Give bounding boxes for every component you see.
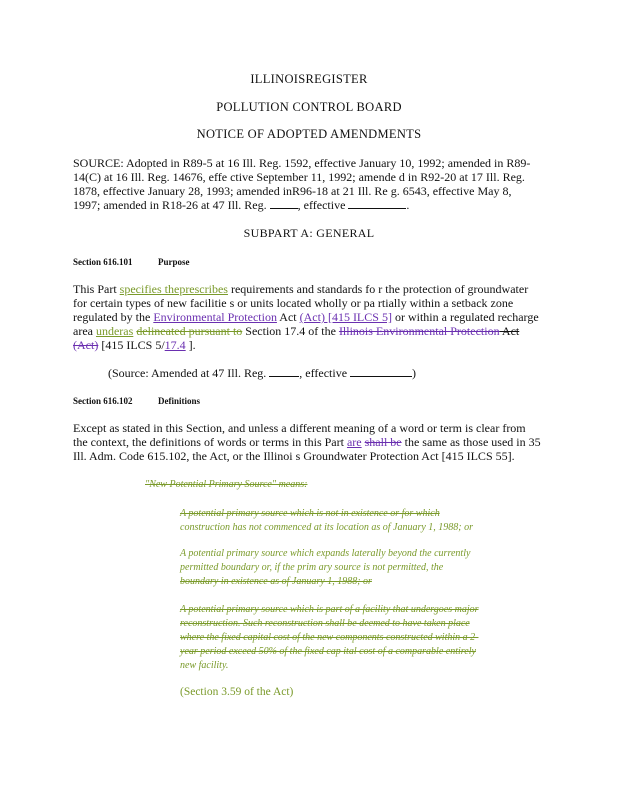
- inserted-citation: 17.4: [164, 338, 186, 352]
- purpose-text: [415 ILCS 5/: [98, 338, 165, 352]
- purpose-text: Section 17.4 of the: [242, 324, 336, 338]
- deleted-act-abbr: (Act): [73, 338, 99, 352]
- section-616-102-title: Definitions: [158, 396, 201, 406]
- purpose-text: or within a regulated recharge: [391, 310, 539, 324]
- source-line-2: 14(C) at 16 Ill. Reg. 14676, effe ctive September 11, 1992; amende d in R92-20 at 17 Ill. Reg.: [73, 170, 525, 184]
- source-line-1: SOURCE: Adopted in R89-5 at 16 Ill. Reg. 1592, effective January 10, 1992; amended in R89-: [73, 156, 531, 170]
- inserted-act-name: Environmental Protection: [153, 310, 277, 324]
- npps-c-line-3: [180, 632, 478, 643]
- source-effective-label: , effective: [297, 198, 346, 212]
- purpose-text: regulated by the: [73, 310, 151, 324]
- register-title: ILLINOISREGISTER: [250, 72, 368, 86]
- npps-heading: "New Potential Primary Source" means:: [145, 479, 308, 490]
- deleted-text: Act: [499, 324, 520, 338]
- purpose-line-1: [73, 282, 528, 296]
- inserted-text: specifies theprescribes: [119, 282, 228, 296]
- source-period: .: [406, 198, 410, 212]
- purpose-line-3: [73, 310, 539, 324]
- purpose-text: This Part: [73, 282, 117, 296]
- purpose-line-2: for certain types of new facilitie s or units located wholly or pa rtially within a setback zone: [73, 296, 514, 310]
- inserted-text: are: [346, 435, 362, 449]
- definitions-line-1: Except as stated in this Section, and unless a different meaning of a word or term is clear from: [73, 421, 526, 435]
- deleted-text: shall be: [364, 435, 402, 449]
- deleted-text: delineated pursuant to: [136, 324, 243, 338]
- npps-c-line-1: [180, 604, 479, 615]
- board-title: POLLUTION CONTROL BOARD: [216, 100, 402, 114]
- npps-b-line-3: [180, 576, 372, 587]
- definitions-line-3: Ill. Adm. Code 615.102, the Act, or the Illinoi s Groundwater Protection Act [415 ILCS 55].: [73, 449, 515, 463]
- definitions-text: the context, the definitions of words or terms in this Part: [73, 435, 344, 449]
- subpart-heading: SUBPART A: GENERAL: [243, 226, 375, 240]
- purpose-text: ].: [185, 338, 196, 352]
- npps-b-line-2: permitted boundary or, if the prim ary source is not permitted, the: [180, 562, 444, 573]
- npps-a-line-1: [180, 508, 440, 519]
- deleted-definition-text: year period exceed 50% of the fixed cap ital cost of a comparable entirely: [180, 646, 476, 657]
- effective-date-blank: [348, 198, 406, 209]
- effective-date-blank: [350, 366, 412, 377]
- npps-c-line-2: [180, 618, 470, 629]
- deleted-act-name: Illinois Environmental Protection: [338, 324, 500, 338]
- register-page-blank: [269, 366, 299, 377]
- purpose-text: Act: [276, 310, 297, 324]
- npps-a-line-2: construction has not commenced at its location as of January 1, 1988; or: [180, 522, 474, 533]
- source-note-text: (Source: Amended at 47 Ill. Reg.: [108, 366, 267, 380]
- deleted-definition-text: A potential primary source which is not in existence or for which: [180, 508, 440, 519]
- source-line-3: 1878, effective January 28, 1993; amended inR96-18 at 21 Ill. Re g. 6543, effective May 8,: [73, 184, 512, 198]
- deleted-definition-text: reconstruction. Such reconstruction shall be deemed to have taken place: [180, 618, 470, 629]
- section-616-101-number: Section 616.101: [73, 257, 133, 267]
- source-line-4: [73, 198, 409, 212]
- source-note-text: ): [412, 366, 417, 380]
- inserted-text: underas: [95, 324, 134, 338]
- notice-title: NOTICE OF ADOPTED AMENDMENTS: [196, 127, 422, 141]
- deleted-definition-text: boundary in existence as of January 1, 1988; or: [180, 576, 372, 587]
- section-101-source-note: [108, 366, 416, 380]
- section-616-102-number: Section 616.102: [73, 396, 133, 406]
- definitions-text: the same as those used in 35: [404, 435, 541, 449]
- purpose-text: area: [73, 324, 93, 338]
- register-page-blank: [270, 198, 298, 209]
- npps-b-line-1: A potential primary source which expands laterally beyond the currently: [180, 548, 471, 559]
- npps-citation: (Section 3.59 of the Act): [180, 686, 294, 698]
- purpose-text: requirements and standards fo r the protection of groundwater: [227, 282, 529, 296]
- deleted-definition-text: where the fixed capital cost of the new components constructed within a 2-: [180, 632, 479, 643]
- section-616-101-title: Purpose: [158, 257, 190, 267]
- npps-c-line-5: new facility.: [180, 660, 229, 671]
- npps-c-line-4: [180, 646, 476, 657]
- source-line-4-text: 1997; amended in R18-26 at 47 Ill. Reg.: [73, 198, 267, 212]
- purpose-line-5: [73, 338, 196, 352]
- deleted-definition-text: A potential primary source which is part of a facility that undergoes major: [180, 604, 479, 615]
- purpose-line-4: [73, 324, 519, 338]
- source-effective-label: , effective: [299, 366, 348, 380]
- inserted-citation: (Act) [415 ILCS 5]: [299, 310, 392, 324]
- definitions-line-2: [73, 435, 541, 449]
